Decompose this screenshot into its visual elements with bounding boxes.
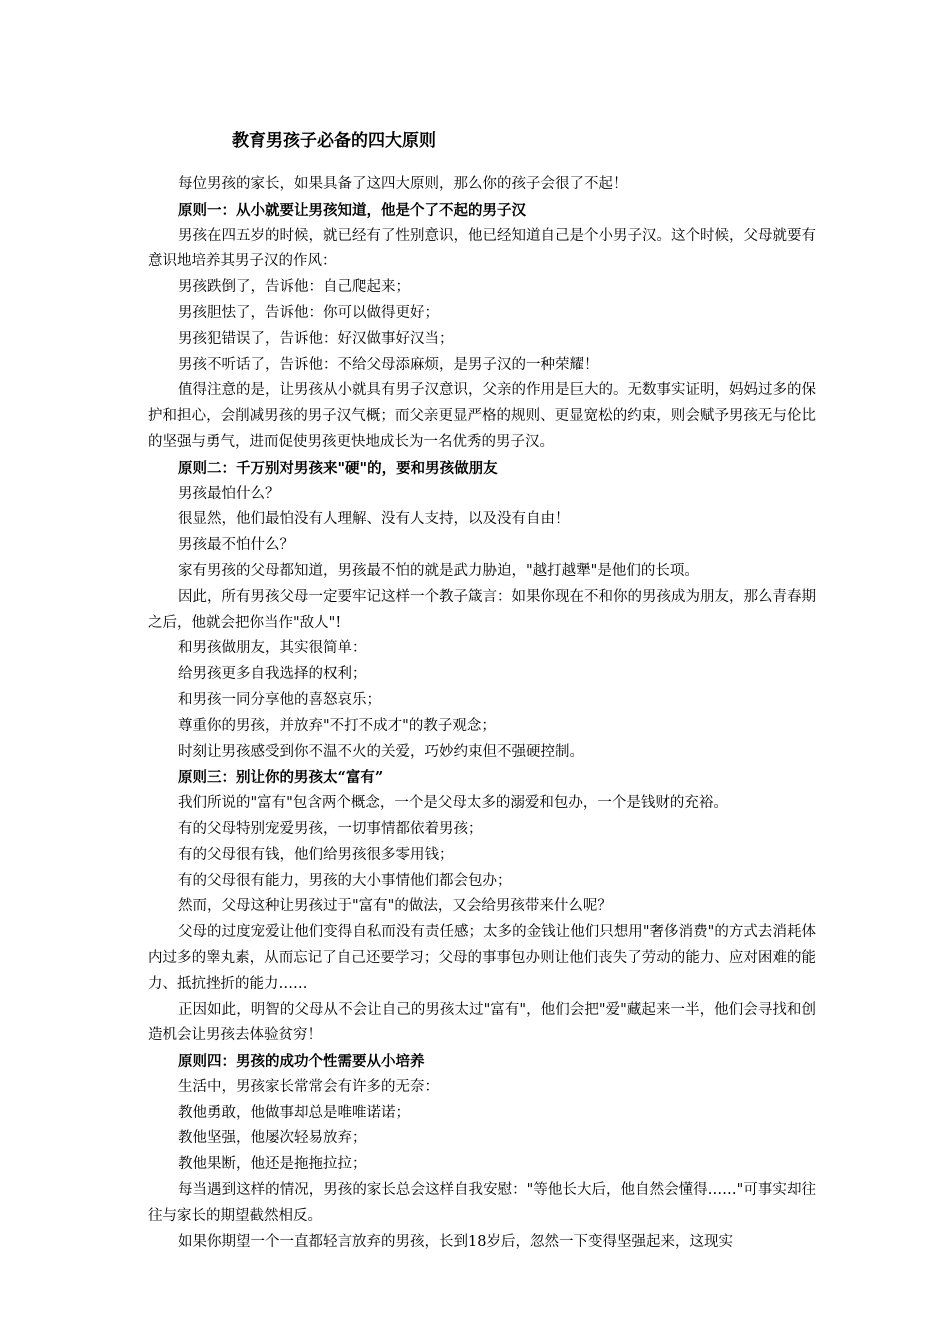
- paragraph: 男孩犯错误了，告诉他：好汉做事好汉当；: [178, 330, 454, 347]
- paragraph: 每位男孩的家长，如果具备了这四大原则，那么你的孩子会很了不起！: [178, 176, 628, 192]
- section-heading: 原则四：男孩的成功个性需要从小培养: [178, 1053, 425, 1071]
- paragraph: 教他勇敢，他做事却总是唯唯诺诺；: [178, 1104, 410, 1121]
- paragraph: 教他果断，他还是拖拖拉拉；: [178, 1156, 367, 1173]
- paragraph: 父母的过度宠爱让他们变得自私而没有责任感；太多的金钱让他们只想用"奢侈消费"的方式去消耗体内过多的睾丸素，从而忘记了自己还要学习；父母的事事包办则让他们丧失了劳动的能力、应对困难的能力、抵抗挫折的能力……: [148, 924, 816, 992]
- document-title: 教育男孩子必备的四大原则: [232, 131, 436, 151]
- paragraph: 男孩跌倒了，告诉他：自己爬起来；: [178, 279, 410, 296]
- paragraph: 每当遇到这样的情况，男孩的家长总会这样自我安慰："等他长大后，他自然会懂得……"可事实却往往与家长的期望截然相反。: [148, 1182, 816, 1224]
- paragraph: 因此，所有男孩父母一定要牢记这样一个教子箴言：如果你现在不和你的男孩成为朋友，那么青春期之后，他就会把你当作"敌人"!: [148, 588, 816, 631]
- paragraph: 男孩最怕什么？: [178, 485, 280, 502]
- paragraph: 教他坚强，他屡次轻易放弃；: [178, 1130, 367, 1147]
- paragraph: 然而，父母这种让男孩过于"富有"的做法，又会给男孩带来什么呢？: [178, 898, 612, 915]
- paragraph: 很显然，他们最怕没有人理解、没有人支持，以及没有自由！: [178, 511, 570, 528]
- paragraph: 我们所说的"富有"包含两个概念，一个是父母太多的溺爱和包办，一个是钱财的充裕。: [178, 795, 728, 812]
- paragraph: 男孩不听话了，告诉他：不给父母添麻烦，是男子汉的一种荣耀！: [178, 356, 599, 373]
- paragraph: 男孩最不怕什么？: [178, 537, 294, 554]
- paragraph: 如果你期望一个一直都轻言放弃的男孩，长到18岁后，忽然一下变得坚强起来，这现实: [178, 1233, 733, 1250]
- paragraph: 有的父母特别宠爱男孩，一切事情都依着男孩；: [178, 820, 483, 837]
- section-heading: 原则一：从小就要让男孩知道，他是个了不起的男子汉: [178, 201, 526, 219]
- paragraph: 值得注意的是，让男孩从小就具有男子汉意识，父亲的作用是巨大的。无数事实证明，妈妈过多的保护和担心，会削减男孩的男子汉气概；而父亲更显严格的规则、更显宽松的约束，则会赋予男孩无与伦比的坚强与勇气，进而促使男孩更快地成长为一名优秀的男子汉。: [148, 382, 816, 450]
- document-body: [148, 172, 816, 1255]
- paragraph: 有的父母很有能力，男孩的大小事情他们都会包办；: [178, 872, 512, 889]
- paragraph: 和男孩做朋友，其实很简单：: [178, 640, 367, 657]
- paragraph: 男孩在四五岁的时候，就已经有了性别意识，他已经知道自己是个小男子汉。这个时候，父母就要有意识地培养其男子汉的作风：: [148, 227, 816, 270]
- paragraph: 生活中，男孩家长常常会有许多的无奈：: [178, 1078, 439, 1095]
- paragraph: 尊重你的男孩，并放弃"不打不成才"的教子观念；: [178, 717, 496, 734]
- paragraph: 有的父母很有钱，他们给男孩很多零用钱；: [178, 846, 454, 863]
- paragraph: 给男孩更多自我选择的权利；: [178, 666, 367, 683]
- paragraph: 和男孩一同分享他的喜怒哀乐；: [178, 691, 381, 708]
- section-heading: 原则二：千万别对男孩来"硬"的，要和男孩做朋友: [178, 459, 498, 477]
- paragraph: 家有男孩的父母都知道，男孩最不怕的就是武力胁迫，"越打越犟"是他们的长项。: [178, 562, 699, 579]
- paragraph: 时刻让男孩感受到你不温不火的关爱，巧妙约束但不强硬控制。: [178, 743, 584, 760]
- paragraph: 正因如此，明智的父母从不会让自己的男孩太过"富有"，他们会把"爱"藏起来一半，他们会寻找和创造机会让男孩去体验贫穷！: [148, 1001, 816, 1044]
- section-heading: 原则三：别让你的男孩太“富有”: [178, 769, 384, 787]
- paragraph: 男孩胆怯了，告诉他：你可以做得更好；: [178, 304, 439, 321]
